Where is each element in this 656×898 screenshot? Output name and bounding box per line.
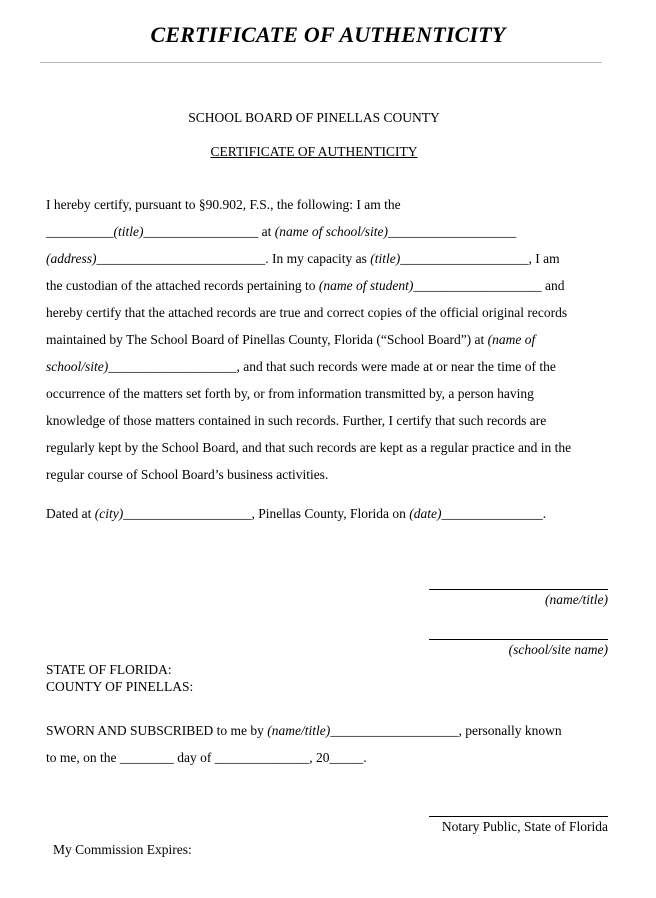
title-divider <box>40 62 602 63</box>
sworn-line <box>46 722 562 740</box>
city-field-label: (city) <box>94 506 124 521</box>
name-title-caption: (name/title) <box>545 592 608 607</box>
body-line-3 <box>46 250 560 268</box>
body-line-1: I hereby certify, pursuant to §90.902, F.S., the following: I am the <box>46 197 401 212</box>
county-label: COUNTY OF PINELLAS: <box>46 679 194 694</box>
dated-pre: Dated at <box>46 506 95 521</box>
title-blank-mid: _________________ at <box>143 224 275 239</box>
address-blank: _________________________. In my capacity as <box>96 251 371 266</box>
student-blank: ___________________ and <box>413 278 565 293</box>
body-line-10: regularly kept by the School Board, and that such records are kept as a regular practice and in the <box>46 440 572 455</box>
body-line-6 <box>46 331 535 349</box>
school-blank: ___________________ <box>387 224 517 239</box>
capacity-title-label: (title) <box>370 251 401 266</box>
site-field-label-start: (name of <box>487 332 536 347</box>
notary-signature-line <box>429 816 608 817</box>
site-field-label-end: school/site) <box>46 359 109 374</box>
body-line-11: regular course of School Board’s business activities. <box>46 467 329 482</box>
name-title-signature-line <box>429 589 608 590</box>
address-field-label: (address) <box>46 251 97 266</box>
notary-caption: Notary Public, State of Florida <box>441 819 608 834</box>
body-line-2 <box>46 223 516 241</box>
body-line-9: knowledge of those matters contained in such records. Further, I certify that such records are <box>46 413 547 428</box>
state-label: STATE OF FLORIDA: <box>46 662 172 677</box>
sworn-name-label: (name/title) <box>267 723 331 738</box>
title-field-label: (title) <box>113 224 144 239</box>
document-title: CERTIFICATE OF AUTHENTICITY <box>150 22 506 47</box>
school-site-signature-line <box>429 639 608 640</box>
school-field-label: (name of school/site) <box>274 224 388 239</box>
custodian-text: the custodian of the attached records pertaining to <box>46 278 319 293</box>
student-field-label: (name of student) <box>318 278 414 293</box>
body-line-8: occurrence of the matters set forth by, or from information transmitted by, a person having <box>46 386 534 401</box>
body-line-7 <box>46 358 556 376</box>
site-blank: ___________________, and that such records were made at or near the time of the <box>108 359 556 374</box>
date-blank: _______________. <box>441 506 547 521</box>
capacity-blank: ___________________, I am <box>400 251 560 266</box>
sworn-pre: SWORN AND SUBSCRIBED to me by <box>46 723 268 738</box>
date-field-label: (date) <box>409 506 442 521</box>
body-line-4 <box>46 277 565 295</box>
organization-name: SCHOOL BOARD OF PINELLAS COUNTY <box>188 110 440 125</box>
body-line-5: hereby certify that the attached records are true and correct copies of the official original records <box>46 305 568 320</box>
dated-line <box>46 505 546 523</box>
maintained-text: maintained by The School Board of Pinellas County, Florida (“School Board”) at <box>46 332 488 347</box>
form-title: CERTIFICATE OF AUTHENTICITY <box>210 144 418 159</box>
city-blank: ___________________, Pinellas County, Florida on <box>123 506 410 521</box>
title-blank-pre: __________ <box>46 224 114 239</box>
commission-label: My Commission Expires: <box>53 842 192 857</box>
sworn-blank: ___________________, personally known <box>330 723 562 738</box>
school-site-caption: (school/site name) <box>508 642 608 657</box>
day-line: to me, on the ________ day of ______________, 20_____. <box>46 750 367 765</box>
